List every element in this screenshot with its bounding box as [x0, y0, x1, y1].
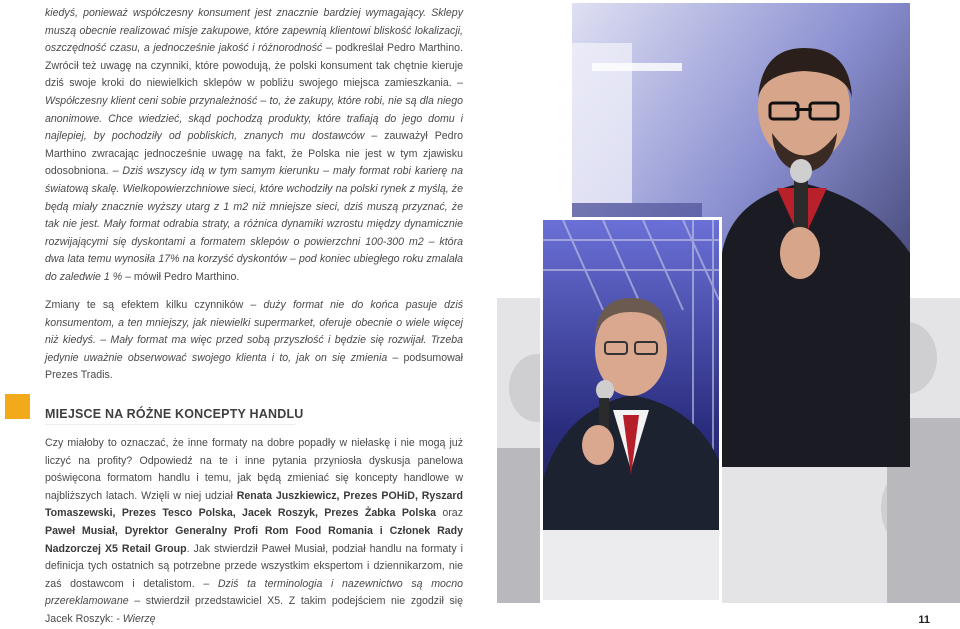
article-paragraph-bottom: [45, 435, 463, 629]
body-text: oraz: [436, 507, 463, 520]
quote-text: kiedyś, ponieważ współczesny konsument jest znacznie bardziej wymagający. Sklepy muszą obecnie realizować misje zakupowe, które zapewnią klientowi bliskość lokalizacji, oszczędność czasu, a jednocześnie jakość i różnorodność: [45, 7, 463, 55]
body-text: . Jak stwierdził Paweł Musiał, podział handlu na formaty i definicja tych ostatnich są potrzebne przede wszystkim ekspertom i dziennikarzom, nie zaś dostawcom i detalistom.: [45, 542, 463, 590]
quote-text: – Dziś ta terminologia i nazewnictwo są mocno przereklamowane: [45, 577, 463, 608]
article-paragraph-top: [45, 5, 463, 287]
section-accent-square: [5, 394, 30, 419]
body-text: – podkreślał Pedro Marthino. Zwrócił też uwagę na czynniki, które powodują, że polski konsument tak chętnie kieruje dziś swoje kroki do niewielkich sklepów w pobliżu swojego miejsca zamieszkania.: [45, 42, 463, 90]
section-heading: MIEJSCE NA RÓŻNE KONCEPTY HANDLU: [45, 407, 304, 421]
article-paragraph-middle: [45, 297, 463, 385]
bold-names: Paweł Musiał, Dyrektor Generalny Profi Rom Food Romania i Członek Rady Nadzorczej X5 Retail Group: [45, 524, 463, 555]
quote-text: – duży format nie do końca pasuje dziś konsumentom, a ten mniejszy, jak niewielki supermarket, oferuje obecnie o wiele więcej niż kiedyś. – Mały format ma więc przed sobą przyszłość i będzie się rozwijał. Trzeba jedynie uważnie obserwować swojego klienta i to, jak on się zmienia: [45, 299, 464, 364]
quote-text: - Wierzę: [116, 612, 156, 625]
bold-names: Renata Juszkiewicz, Prezes POHiD, Ryszard Tomaszewski, Prezes Tesco Polska, Jacek Roszyk, Prezes Żabka Polska: [45, 489, 463, 520]
body-text: Czy miałoby to oznaczać, że inne formaty na dobre popadły w niełaskę i nie mogą już liczyć na profity? Odpowiedź na te i inne pytania przyniosła dyskusja panelowa poświęcona formatom handlu i temu, jak będą zmieniać się koncepty handlowe w najbliższych latach. Wzięli w niej udział: [45, 437, 463, 502]
body-text: – podsumował Prezes Tradis.: [45, 351, 463, 382]
quote-text: – Dziś wszyscy idą w tym samym kierunku – mały format robi karierę na światową skalę. Wielkopowierzchniowe sieci, które wchodziły na polski rynek z myślą, że będą miały znacznie wyższy utarg z 1 m2 niż mniejsze sieci, dziś muszą przyznać, że tak nie jest. Mały format odrabia straty, a różnica dynamiki wzrostu między dynamicznie rozwijającymi się dyskontami a formatem sklepów o powierzchni 100-300 m2 – która dwa lata temu wynosiła 17% na korzyść dyskontów – pod koniec ubiegłego roku zmalała do zaledwie 1 %: [45, 165, 463, 283]
page-number: 11: [918, 614, 930, 626]
body-text: – mówił Pedro Marthino.: [122, 270, 240, 283]
heading-divider: [45, 424, 295, 425]
body-text: Zmiany te są efektem kilku czynników: [45, 299, 251, 311]
body-text: – stwierdził przedstawiciel X5. Z takim podejściem nie zgodził się Jacek Roszyk:: [45, 595, 463, 625]
quote-text: – Współczesny klient ceni sobie przynależność – to, że zakupy, które robi, nie są dla niego anonimowe. Chce wiedzieć, skąd pochodzą produkty, które trafiają do jego domu i najlepiej, by pochodziły od pobliskich, znanych mu dostawców: [45, 77, 463, 143]
speaker-photo-panelist: [540, 217, 722, 603]
body-text: – zauważył Pedro Marthino zwracając jednocześnie uwagę na fakt, że Polska nie jest w tym zjawisku odosobniona.: [45, 130, 463, 178]
